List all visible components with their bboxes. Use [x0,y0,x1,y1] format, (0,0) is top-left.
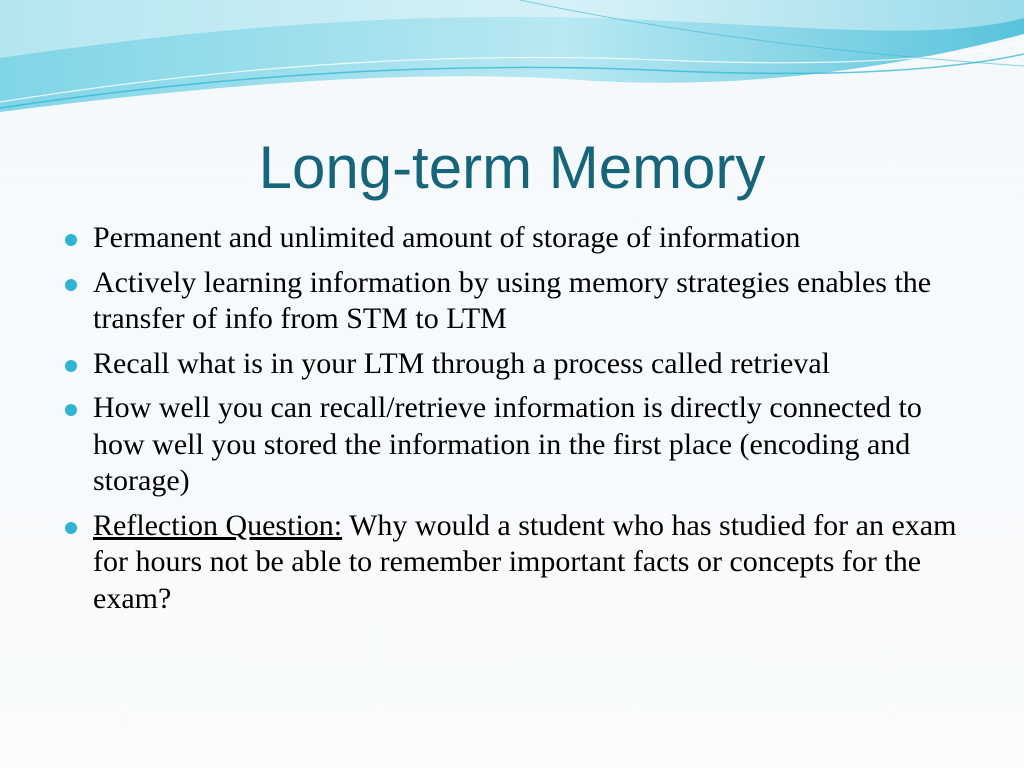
bullet-icon [65,234,77,246]
bullet-item-3 [64,346,964,383]
bullet-item-2 [64,265,964,338]
bullet-icon [65,522,77,534]
slide-title: Long-term Memory [258,134,766,201]
bullet-list [64,220,964,625]
bullet-icon [65,404,77,416]
bullet-text: Permanent and unlimited amount of storage of information [93,221,801,254]
bullet-text: Why would a student who has studied for an exam for hours not be able to remember important facts or concepts for the exam? [93,508,957,615]
bullet-item-5 [64,508,964,618]
bullet-icon [65,360,77,372]
decorative-wave-header [0,0,1024,130]
reflection-question-label: Reflection Question: [93,508,343,542]
bullet-text: Actively learning information by using memory strategies enables the transfer of info from STM to LTM [93,265,932,335]
bullet-text: How well you can recall/retrieve information is directly connected to how well you stored the information in the first place (encoding and storage) [93,391,922,497]
bullet-text: Recall what is in your LTM through a process called retrieval [93,346,831,380]
bullet-item-4 [64,390,964,500]
bullet-item-1 [64,220,964,257]
bullet-icon [65,279,77,291]
